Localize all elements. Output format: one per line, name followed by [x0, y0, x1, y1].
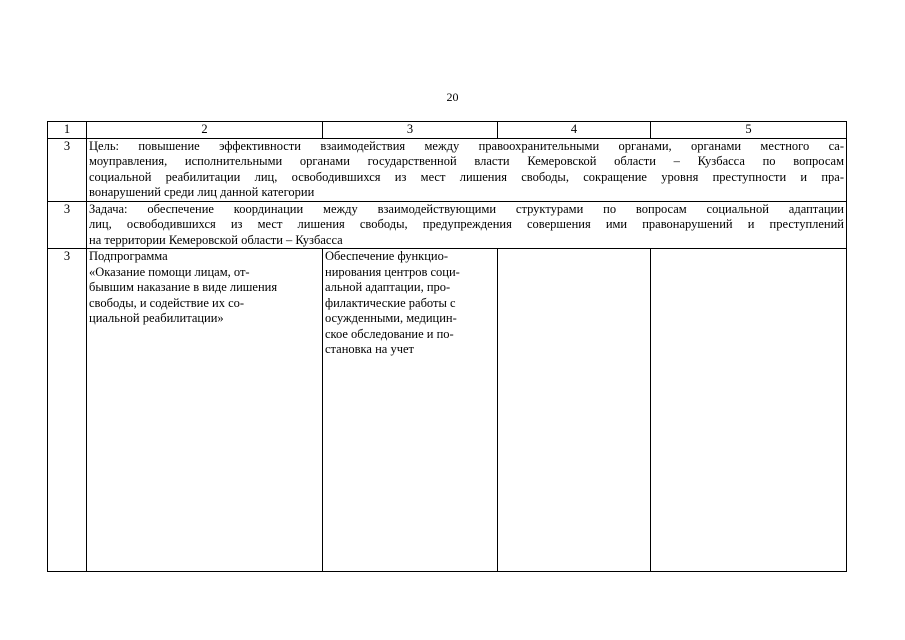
program-activity-line: осужденными, медицин-	[325, 311, 457, 325]
header-cell-3: 3	[323, 122, 498, 139]
program-table	[47, 121, 847, 572]
program-activity-line: филактические работы с	[325, 295, 456, 310]
goal-text-line: вонарушений среди лиц данной категории	[89, 185, 315, 199]
goal-row-number: 3	[48, 138, 87, 201]
task-text	[87, 201, 847, 249]
header-cell-1: 1	[48, 122, 87, 139]
header-cell-5: 5	[651, 122, 847, 139]
program-col5-cell	[651, 249, 847, 572]
program-activity-line: нирования центров соци-	[325, 264, 460, 279]
program-name-line: «Оказание помощи лицам, от-	[89, 264, 250, 279]
program-name-line: циальной реабилитации»	[89, 311, 224, 325]
program-row	[48, 249, 847, 572]
program-activity-line: Обеспечение функцио-	[325, 249, 449, 263]
program-name-line: бывшим наказание в виде лишения	[89, 280, 278, 294]
program-col4-cell	[498, 249, 651, 572]
program-activity-cell	[323, 249, 498, 572]
goal-text-line: моуправления, исполнительными органами государственной власти Кемеровской области – Кузбасса по вопросам	[89, 154, 844, 168]
goal-row	[48, 138, 847, 201]
header-cell-2: 2	[87, 122, 323, 139]
program-row-number: 3	[48, 249, 87, 572]
program-activity-line: ское обследование и по-	[325, 326, 454, 341]
header-cell-4: 4	[498, 122, 651, 139]
program-activity-line: становка на учет	[325, 342, 415, 356]
page-number: 20	[446, 90, 459, 104]
task-text-line: на территории Кемеровской области – Кузбасса	[89, 232, 343, 247]
program-name-line: свободы, и содействие их со-	[89, 295, 245, 310]
program-name-line: Подпрограмма	[89, 249, 168, 263]
header-row	[48, 122, 847, 139]
task-row	[48, 201, 847, 249]
program-name-cell	[87, 249, 323, 572]
task-text-line: лиц, освободившихся из мест лишения свободы, предупреждения совершения ими правонарушений и преступлений	[89, 217, 844, 231]
program-activity-line: альной адаптации, про-	[325, 280, 451, 294]
goal-text	[87, 138, 847, 201]
task-row-number: 3	[48, 201, 87, 249]
task-text-line: Задача: обеспечение координации между взаимодействующими структурами по вопросам социальной адаптации	[89, 201, 844, 216]
goal-text-line: Цель: повышение эффективности взаимодействия между правоохранительными органами, органами местного са-	[89, 138, 844, 153]
goal-text-line: социальной реабилитации лиц, освободившихся из мест лишения свободы, сокращение уровня преступности и пра-	[89, 169, 844, 184]
